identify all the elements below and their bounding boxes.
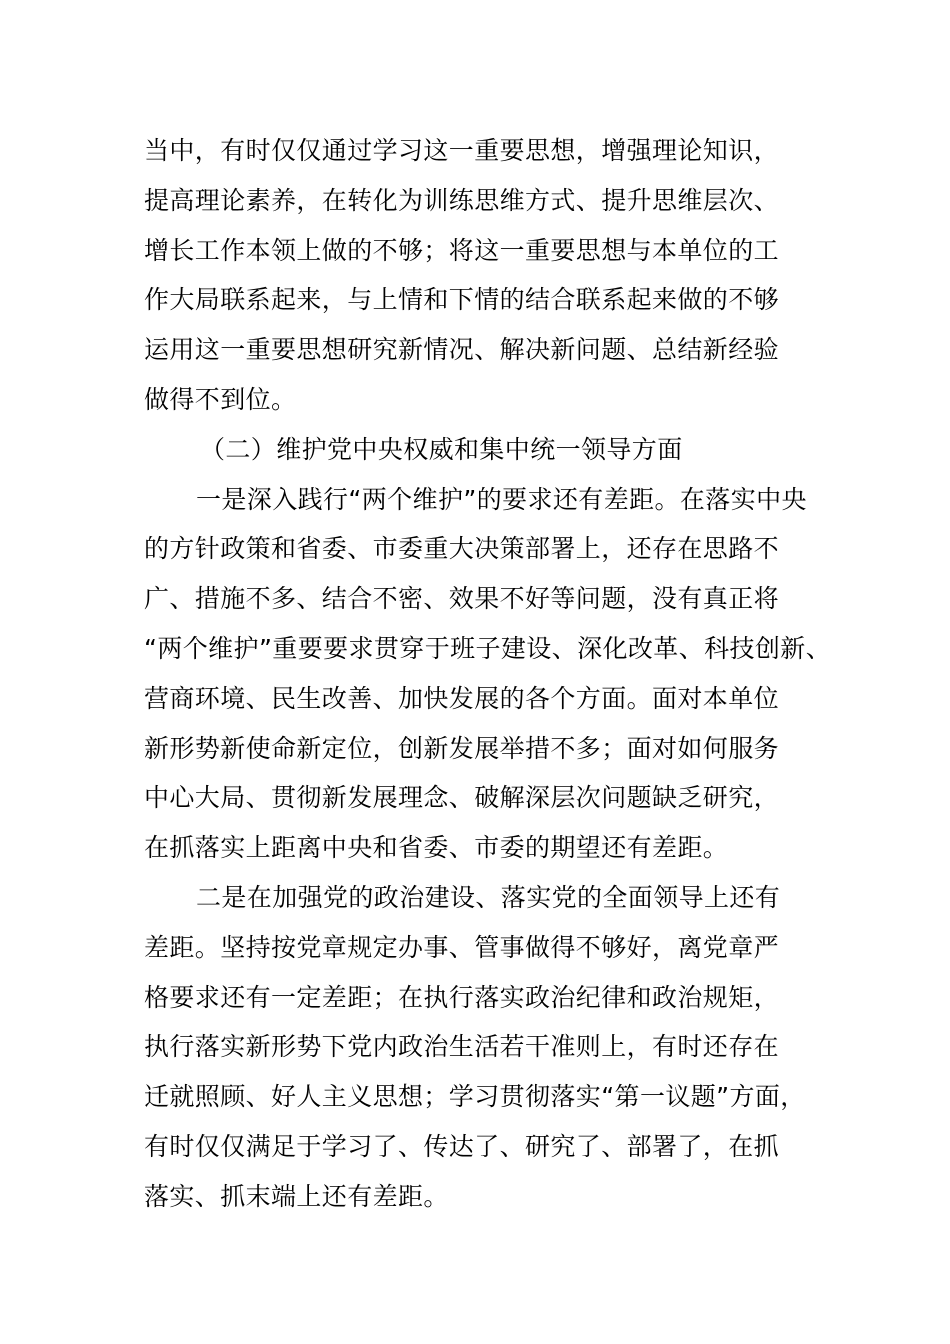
- text-line: 中心大局、贯彻新发展理念、破解深层次问题缺乏研究，: [144, 783, 780, 813]
- text-line: 增长工作本领上做的不够；将这一重要思想与本单位的工: [144, 235, 780, 265]
- section-heading: [144, 425, 820, 475]
- paragraph: [144, 126, 820, 425]
- text-line: 执行落实新形势下党内政治生活若干准则上，有时还存在: [144, 1032, 780, 1062]
- text-line: 的方针政策和省委、市委重大决策部署上，还存在思路不: [144, 534, 780, 564]
- text-line: 广、措施不多、结合不密、效果不好等问题，没有真正将: [144, 584, 780, 614]
- text-line: 运用这一重要思想研究新情况、解决新问题、总结新经验: [144, 335, 780, 365]
- paragraph: [144, 873, 820, 1222]
- text-line: 营商环境、民生改善、加快发展的各个方面。面对本单位: [144, 683, 780, 713]
- text-line: 新形势新使命新定位，创新发展举措不多；面对如何服务: [144, 733, 780, 763]
- text-line: 二是在加强党的政治建设、落实党的全面领导上还有: [196, 882, 781, 912]
- text-line: 格要求还有一定差距；在执行落实政治纪律和政治规矩，: [144, 982, 780, 1012]
- text-line: 迁就照顾、好人主义思想；学习贯彻落实“第一议题”方面，: [144, 1082, 806, 1112]
- text-line: “两个维护”重要要求贯穿于班子建设、深化改革、科技创新、: [144, 633, 832, 663]
- text-line: 提高理论素养，在转化为训练思维方式、提升思维层次、: [144, 185, 780, 215]
- text-line: 做得不到位。: [144, 384, 297, 414]
- heading-line: （二）维护党中央权威和集中统一领导方面: [200, 434, 683, 464]
- text-line: 当中，有时仅仅通过学习这一重要思想，增强理论知识，: [144, 136, 780, 165]
- text-line: 在抓落实上距离中央和省委、市委的期望还有差距。: [144, 833, 729, 863]
- text-line: 落实、抓末端上还有差距。: [144, 1181, 449, 1211]
- text-line: 有时仅仅满足于学习了、传达了、研究了、部署了，在抓: [144, 1131, 780, 1161]
- text-line: 作大局联系起来，与上情和下情的结合联系起来做的不够: [144, 285, 780, 315]
- paragraph: [144, 475, 832, 873]
- text-line: 差距。坚持按党章规定办事、管事做得不够好，离党章严: [144, 932, 780, 962]
- text-line: 一是深入践行“两个维护”的要求还有差距。在落实中央: [196, 484, 807, 514]
- document-body: [144, 126, 832, 1222]
